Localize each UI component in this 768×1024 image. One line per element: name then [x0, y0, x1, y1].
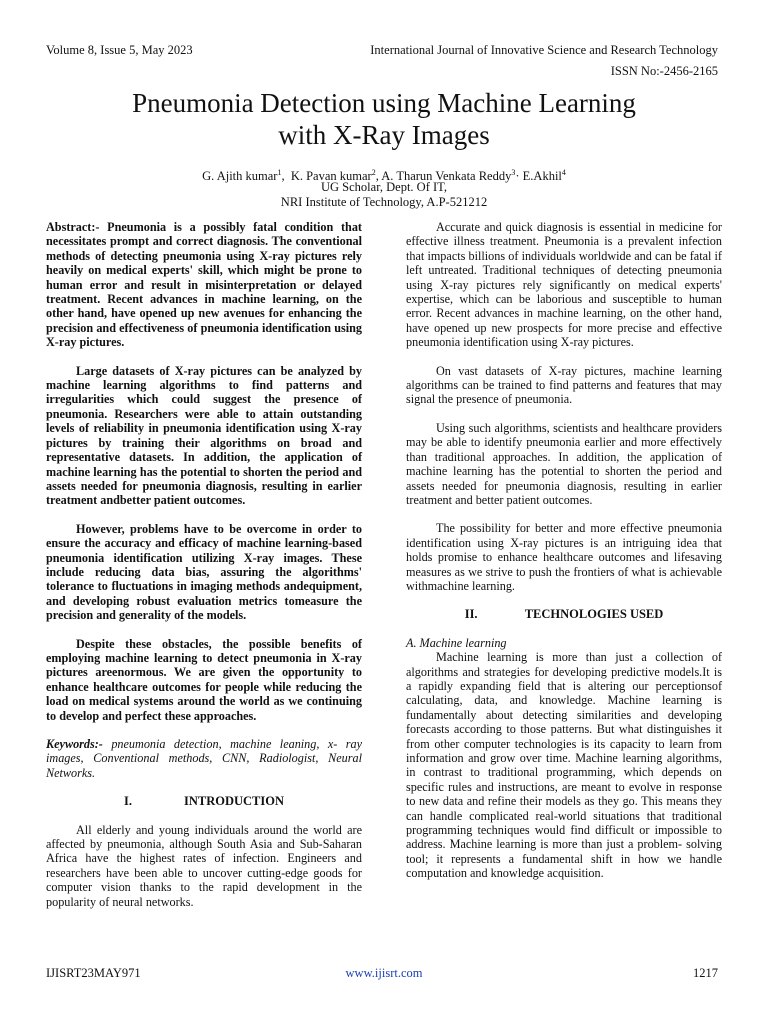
- author-4: E.Akhil: [522, 169, 562, 184]
- subsection-heading-a: A. Machine learning: [406, 635, 507, 650]
- right-paragraph-1: Accurate and quick diagnosis is essential in medicine for effective illness treatment. Pneumonia is a prevalent infection that impacts billions of individuals worldwide and can be fatal if left untreated. Traditional techniques of detecting pneumonia using X-ray pictures rely significantly on medical experts' expertise, which can be laborious and susceptible to human error. Recent advances in machine learning, on the other hand, have opened up new prospects for more precise and effective pneumonia identification using X-ray pictures.: [406, 220, 722, 350]
- right-paragraph-4: The possibility for better and more effective pneumonia identification using X-ray pictures is an intriguing idea that holds promise to enhance healthcare outcomes and lifesaving measures as we strive to push the frontiers of what is achievable withmachine learning.: [406, 521, 722, 593]
- abstract-paragraph-4: Despite these obstacles, the possible benefits of employing machine learning to detect pneumonia in X-ray pictures areenormous. We are given the opportunity to enhance healthcare outcomes for people while reducing the load on medical systems around the world as we continuing to develop and perfect these approaches.: [46, 636, 362, 723]
- keywords-text: pneumonia detection, machine leaning, x- ray images, Conventional methods, CNN, Radiologist, Neural Networks.: [46, 737, 363, 780]
- author-4-sup: 4: [561, 168, 566, 177]
- section-2-title: TECHNOLOGIES USED: [524, 607, 664, 622]
- journal-name: International Journal of Innovative Science and Research Technology: [370, 43, 718, 57]
- section-heading-1: [46, 794, 362, 808]
- left-column: [46, 220, 362, 923]
- author-list: G. Ajith kumar$^1$, K. Pavan kumar$^2$, A. Tharun Venkata Reddy$^3$· E.Akhil$^4$: [202, 168, 566, 184]
- keywords-label: Keywords:-: [46, 737, 103, 751]
- paper-title: [60, 87, 708, 151]
- intro-paragraph-1: All elderly and young individuals around the world are affected by pneumonia, although South Asia and Sub-Saharan Africa have the highest rates of infection. Engineers and researchers have been able to uncover cutting-edge goods for computer vision thanks to the rapid development in the popularity of neural networks.: [46, 822, 362, 909]
- affiliation-line-1: UG Scholar, Dept. Of IT,: [321, 180, 447, 194]
- author-1-sup: 1: [277, 168, 282, 177]
- journal-website-link[interactable]: www.ijisrt.com: [345, 966, 423, 980]
- volume-info: Volume 8, Issue 5, May 2023: [46, 43, 193, 57]
- affiliation-line-2: NRI Institute of Technology, A.P-521212: [280, 195, 488, 209]
- author-2: K. Pavan kumar: [290, 169, 372, 184]
- right-paragraph-2: On vast datasets of X-ray pictures, machine learning algorithms can be trained to find patterns and features that may signal the presence of pneumonia.: [406, 363, 722, 407]
- abstract-paragraph-3: However, problems have to be overcome in order to ensure the accuracy and efficacy of machine learning-based pneumonia identification utilizing X-ray images. These include reducing data bias, assuring the algorithms' tolerance to fluctuations in imaging methods andequipment, and developing robust evaluation metrics tomeasure the precision and generality of the models.: [46, 521, 362, 623]
- author-3: A. Tharun Venkata Reddy: [381, 169, 512, 184]
- page-number: 1217: [693, 966, 718, 980]
- title-line-2: with X-Ray Images: [278, 120, 490, 150]
- keywords: [46, 737, 362, 780]
- abstract-paragraph-2: Large datasets of X-ray pictures can be analyzed by machine learning algorithms to find patterns and irregularities which could suggest the presence of pneumonia. Researchers were able to attain outstanding levels of reliability in pneumonia identification using X-ray pictures by training their algorithms on broad and representative datasets. In addition, the application of machine learning has the potential to shorten the period and assets needed for pneumonia diagnosis, resulting in earlier treatment andbetter patient outcomes.: [46, 363, 362, 508]
- section-2-number: II.: [464, 607, 478, 622]
- author-1: G. Ajith kumar: [202, 169, 278, 184]
- section-1-number: I.: [123, 794, 132, 809]
- issn: ISSN No:-2456-2165: [610, 64, 718, 78]
- ml-paragraph-1: Machine learning is more than just a collection of algorithms and strategies for developing predictive models.It is a rapidly expanding field that is altering our perceptionsof calculating, data, and knowledge. Machine learning is fundamentally about detecting similarities and developing forecasts according to those patterns. But what distinguishes it from other computer technologies is its capacity to learn from information and grow over time. Machine learning algorithms, in contrast to traditional programming, which depends on specific rules and instructions, are meant to evolve in response to new data and refine their models as they go. This means they can handle complicated real-world situations that traditional programming techniques would find difficult or impossible to address. Machine learning is more than just a problem- solving tool; it represents a fundamental shift in how we handle computation and knowledge acquisition.: [406, 650, 722, 881]
- section-1-title: INTRODUCTION: [183, 794, 284, 809]
- right-column: [406, 220, 722, 895]
- right-paragraph-3: Using such algorithms, scientists and healthcare providers may be able to identify pneumonia earlier and more effectively than traditional approaches. In addition, the application of machine learning has the potential to shorten the period and assets needed for pneumonia diagnosis, resulting in earlier treatment and better patient outcomes.: [406, 420, 722, 507]
- section-heading-2: [406, 607, 722, 621]
- paper-id: IJISRT23MAY971: [46, 966, 141, 980]
- abstract-paragraph-1: Abstract:- Pneumonia is a possibly fatal condition that necessitates prompt and correct diagnosis. The conventional methods of detecting pneumonia using X-ray pictures rely heavily on medical experts' skill, which might be prone to human error and result in misinterpretation or delayed treatment. Recent advances in machine learning, on the other hand, have opened up new avenues for enhancing the precision and effectiveness of pneumonia identification using X-ray pictures.: [46, 220, 362, 350]
- author-3-sup: 3: [511, 168, 516, 177]
- author-2-sup: 2: [371, 168, 376, 177]
- title-line-1: Pneumonia Detection using Machine Learning: [132, 88, 636, 118]
